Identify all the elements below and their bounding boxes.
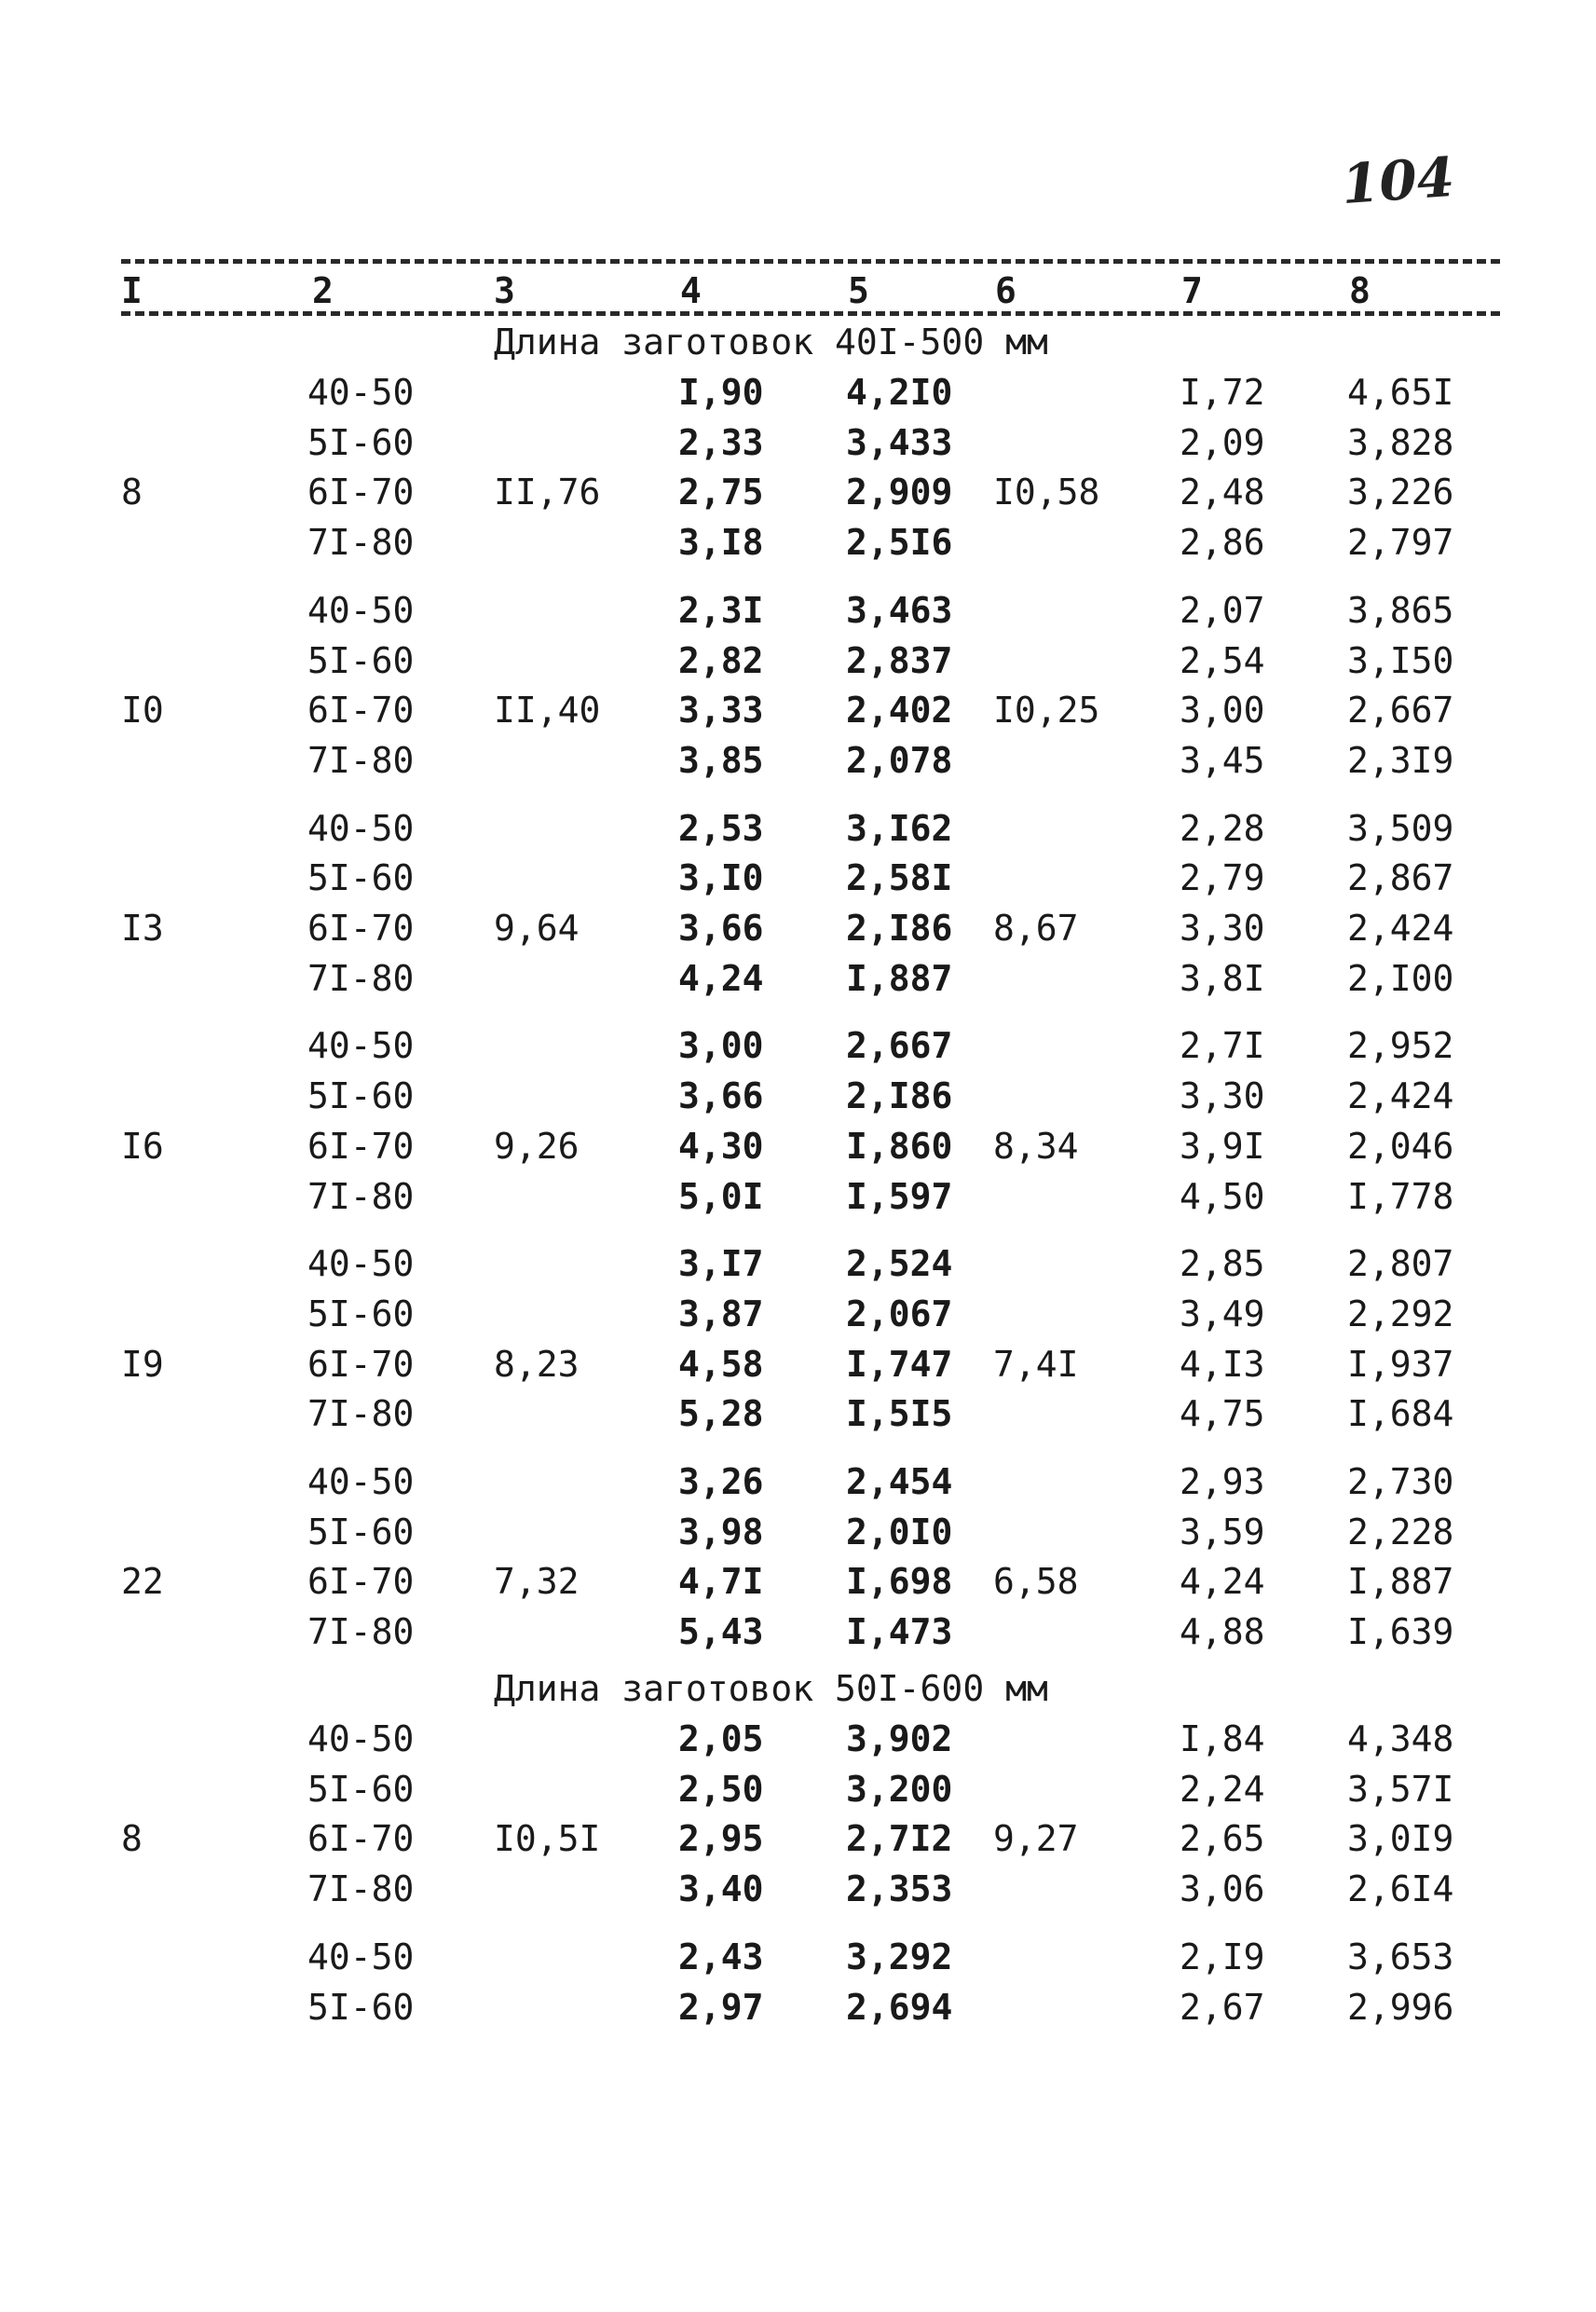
- range-cell: 7I-80: [307, 1868, 415, 1910]
- column-header-8: 8: [1349, 270, 1371, 311]
- value-col8: 3,865: [1347, 589, 1454, 631]
- range-cell: 6I-70: [307, 1125, 415, 1167]
- value-col4: 4,30: [678, 1125, 764, 1167]
- range-cell: 7I-80: [307, 522, 415, 564]
- value-col7: 2,93: [1180, 1461, 1265, 1502]
- value-col4: 3,85: [678, 739, 764, 781]
- value-col4: 3,I7: [678, 1243, 764, 1285]
- value-col8: 3,0I9: [1347, 1818, 1454, 1860]
- column-header-7: 7: [1181, 270, 1203, 311]
- group-number: 8: [121, 1818, 143, 1860]
- value-col5: 2,402: [846, 690, 953, 732]
- value-col4: 2,3I: [678, 589, 764, 631]
- range-cell: 5I-60: [307, 1986, 415, 2028]
- value-col8: 3,509: [1347, 807, 1454, 849]
- range-cell: 5I-60: [307, 1293, 415, 1334]
- range-cell: 6I-70: [307, 908, 415, 949]
- range-cell: 7I-80: [307, 1611, 415, 1653]
- value-col5: I,860: [846, 1125, 953, 1167]
- group-number: I3: [121, 908, 164, 949]
- value-col4: 2,82: [678, 639, 764, 681]
- value-col8: 2,867: [1347, 857, 1454, 899]
- value-col7: I,72: [1180, 372, 1265, 413]
- range-cell: 40-50: [307, 1461, 415, 1502]
- value-col7: 3,00: [1180, 690, 1265, 732]
- value-col5: 2,0I0: [846, 1511, 953, 1553]
- value-col4: 5,28: [678, 1393, 764, 1435]
- value-col7: 4,88: [1180, 1611, 1265, 1653]
- value-col8: 2,228: [1347, 1511, 1454, 1553]
- page-number: 104: [1339, 144, 1457, 217]
- value-col8: 3,653: [1347, 1936, 1454, 1977]
- value-col5: 3,433: [846, 421, 953, 463]
- group-value-col6: 8,67: [993, 908, 1079, 949]
- value-col7: 2,28: [1180, 807, 1265, 849]
- value-col4: 2,53: [678, 807, 764, 849]
- value-col5: 2,078: [846, 739, 953, 781]
- value-col8: 4,65I: [1347, 372, 1454, 413]
- value-col5: 2,454: [846, 1461, 953, 1502]
- value-col5: 2,694: [846, 1986, 953, 2028]
- group-value-col6: I0,25: [993, 690, 1100, 732]
- group-value-col3: I0,5I: [494, 1818, 601, 1860]
- range-cell: 6I-70: [307, 1818, 415, 1860]
- value-col8: 2,730: [1347, 1461, 1454, 1502]
- header-bottom-rule: [121, 311, 1500, 316]
- value-col5: I,698: [846, 1561, 953, 1603]
- value-col5: 2,524: [846, 1243, 953, 1285]
- value-col4: 3,98: [678, 1511, 764, 1553]
- value-col5: I,5I5: [846, 1393, 953, 1435]
- column-header-5: 5: [848, 270, 869, 311]
- value-col8: I,684: [1347, 1393, 1454, 1435]
- value-col5: 3,292: [846, 1936, 953, 1977]
- value-col7: 2,85: [1180, 1243, 1265, 1285]
- group-number: 22: [121, 1561, 164, 1603]
- group-value-col6: 8,34: [993, 1125, 1079, 1167]
- value-col8: 3,I50: [1347, 639, 1454, 681]
- range-cell: 6I-70: [307, 1343, 415, 1385]
- value-col4: 2,43: [678, 1936, 764, 1977]
- value-col8: 2,046: [1347, 1125, 1454, 1167]
- value-col4: 2,97: [678, 1986, 764, 2028]
- value-col4: 4,24: [678, 957, 764, 999]
- range-cell: 7I-80: [307, 1393, 415, 1435]
- value-col8: I,887: [1347, 1561, 1454, 1603]
- value-col5: 2,58I: [846, 857, 953, 899]
- value-col7: 4,50: [1180, 1175, 1265, 1217]
- value-col7: 2,48: [1180, 472, 1265, 513]
- group-value-col3: 7,32: [494, 1561, 580, 1603]
- value-col7: 2,07: [1180, 589, 1265, 631]
- value-col7: 3,9I: [1180, 1125, 1265, 1167]
- range-cell: 6I-70: [307, 1561, 415, 1603]
- value-col8: 2,424: [1347, 908, 1454, 949]
- value-col7: 2,67: [1180, 1986, 1265, 2028]
- column-header-2: 2: [312, 270, 334, 311]
- range-cell: 40-50: [307, 372, 415, 413]
- range-cell: 6I-70: [307, 690, 415, 732]
- value-col7: 2,79: [1180, 857, 1265, 899]
- range-cell: 40-50: [307, 1718, 415, 1759]
- value-col8: 2,667: [1347, 690, 1454, 732]
- value-col5: I,597: [846, 1175, 953, 1217]
- value-col4: 3,87: [678, 1293, 764, 1334]
- range-cell: 40-50: [307, 589, 415, 631]
- group-value-col3: 9,64: [494, 908, 580, 949]
- range-cell: 5I-60: [307, 1075, 415, 1117]
- value-col4: 3,33: [678, 690, 764, 732]
- value-col4: 5,0I: [678, 1175, 764, 1217]
- column-header-1: I: [121, 270, 143, 311]
- value-col5: 2,I86: [846, 1075, 953, 1117]
- value-col5: 3,200: [846, 1768, 953, 1810]
- value-col5: 2,067: [846, 1293, 953, 1334]
- value-col4: 4,7I: [678, 1561, 764, 1603]
- group-number: I0: [121, 690, 164, 732]
- value-col5: 2,I86: [846, 908, 953, 949]
- value-col4: 5,43: [678, 1611, 764, 1653]
- value-col5: 2,837: [846, 639, 953, 681]
- value-col5: 4,2I0: [846, 372, 953, 413]
- value-col7: 3,45: [1180, 739, 1265, 781]
- range-cell: 5I-60: [307, 1511, 415, 1553]
- value-col8: 2,807: [1347, 1243, 1454, 1285]
- value-col5: 3,I62: [846, 807, 953, 849]
- value-col7: 2,I9: [1180, 1936, 1265, 1977]
- value-col8: 2,292: [1347, 1293, 1454, 1334]
- group-value-col3: II,76: [494, 472, 601, 513]
- value-col8: I,778: [1347, 1175, 1454, 1217]
- value-col4: 3,I8: [678, 522, 764, 564]
- range-cell: 40-50: [307, 807, 415, 849]
- value-col8: 3,828: [1347, 421, 1454, 463]
- value-col7: 3,06: [1180, 1868, 1265, 1910]
- group-number: I6: [121, 1125, 164, 1167]
- range-cell: 5I-60: [307, 857, 415, 899]
- range-cell: 7I-80: [307, 739, 415, 781]
- value-col7: 2,09: [1180, 421, 1265, 463]
- header-top-rule: [121, 259, 1500, 264]
- range-cell: 5I-60: [307, 421, 415, 463]
- value-col5: 2,909: [846, 472, 953, 513]
- value-col7: 4,75: [1180, 1393, 1265, 1435]
- section-title: Длина заготовок 40I-500 мм: [494, 321, 1048, 363]
- value-col7: 3,30: [1180, 908, 1265, 949]
- group-value-col6: 7,4I: [993, 1343, 1079, 1385]
- value-col8: 3,226: [1347, 472, 1454, 513]
- group-number: I9: [121, 1343, 164, 1385]
- value-col5: 2,7I2: [846, 1818, 953, 1860]
- value-col8: 2,797: [1347, 522, 1454, 564]
- value-col7: 4,24: [1180, 1561, 1265, 1603]
- value-col8: 2,3I9: [1347, 739, 1454, 781]
- value-col7: 2,54: [1180, 639, 1265, 681]
- value-col4: I,90: [678, 372, 764, 413]
- value-col4: 3,66: [678, 1075, 764, 1117]
- value-col5: 2,353: [846, 1868, 953, 1910]
- value-col7: 4,I3: [1180, 1343, 1265, 1385]
- range-cell: 40-50: [307, 1936, 415, 1977]
- value-col8: 2,996: [1347, 1986, 1454, 2028]
- group-value-col3: II,40: [494, 690, 601, 732]
- group-value-col3: 9,26: [494, 1125, 580, 1167]
- group-value-col6: 9,27: [993, 1818, 1079, 1860]
- range-cell: 7I-80: [307, 957, 415, 999]
- group-number: 8: [121, 472, 143, 513]
- range-cell: 6I-70: [307, 472, 415, 513]
- value-col8: I,639: [1347, 1611, 1454, 1653]
- section-title: Длина заготовок 50I-600 мм: [494, 1668, 1048, 1709]
- value-col5: 3,902: [846, 1718, 953, 1759]
- value-col5: 2,5I6: [846, 522, 953, 564]
- group-value-col6: 6,58: [993, 1561, 1079, 1603]
- value-col7: 2,86: [1180, 522, 1265, 564]
- value-col4: 3,I0: [678, 857, 764, 899]
- value-col7: 2,7I: [1180, 1025, 1265, 1067]
- value-col5: 2,667: [846, 1025, 953, 1067]
- value-col8: 3,57I: [1347, 1768, 1454, 1810]
- value-col7: 3,8I: [1180, 957, 1265, 999]
- value-col4: 3,66: [678, 908, 764, 949]
- column-header-6: 6: [995, 270, 1016, 311]
- range-cell: 40-50: [307, 1243, 415, 1285]
- value-col7: 2,24: [1180, 1768, 1265, 1810]
- value-col8: 2,424: [1347, 1075, 1454, 1117]
- value-col7: 2,65: [1180, 1818, 1265, 1860]
- column-header-3: 3: [494, 270, 515, 311]
- column-header-4: 4: [680, 270, 702, 311]
- value-col4: 3,26: [678, 1461, 764, 1502]
- value-col5: 3,463: [846, 589, 953, 631]
- value-col4: 2,05: [678, 1718, 764, 1759]
- group-value-col3: 8,23: [494, 1343, 580, 1385]
- value-col5: I,473: [846, 1611, 953, 1653]
- value-col4: 3,00: [678, 1025, 764, 1067]
- value-col7: 3,30: [1180, 1075, 1265, 1117]
- range-cell: 5I-60: [307, 1768, 415, 1810]
- value-col8: 4,348: [1347, 1718, 1454, 1759]
- value-col4: 3,40: [678, 1868, 764, 1910]
- range-cell: 40-50: [307, 1025, 415, 1067]
- value-col4: 2,95: [678, 1818, 764, 1860]
- value-col8: I,937: [1347, 1343, 1454, 1385]
- value-col4: 4,58: [678, 1343, 764, 1385]
- range-cell: 7I-80: [307, 1175, 415, 1217]
- value-col4: 2,33: [678, 421, 764, 463]
- value-col7: I,84: [1180, 1718, 1265, 1759]
- value-col4: 2,50: [678, 1768, 764, 1810]
- value-col8: 2,I00: [1347, 957, 1454, 999]
- value-col8: 2,952: [1347, 1025, 1454, 1067]
- value-col7: 3,59: [1180, 1511, 1265, 1553]
- value-col4: 2,75: [678, 472, 764, 513]
- value-col5: I,887: [846, 957, 953, 999]
- range-cell: 5I-60: [307, 639, 415, 681]
- value-col5: I,747: [846, 1343, 953, 1385]
- value-col8: 2,6I4: [1347, 1868, 1454, 1910]
- group-value-col6: I0,58: [993, 472, 1100, 513]
- value-col7: 3,49: [1180, 1293, 1265, 1334]
